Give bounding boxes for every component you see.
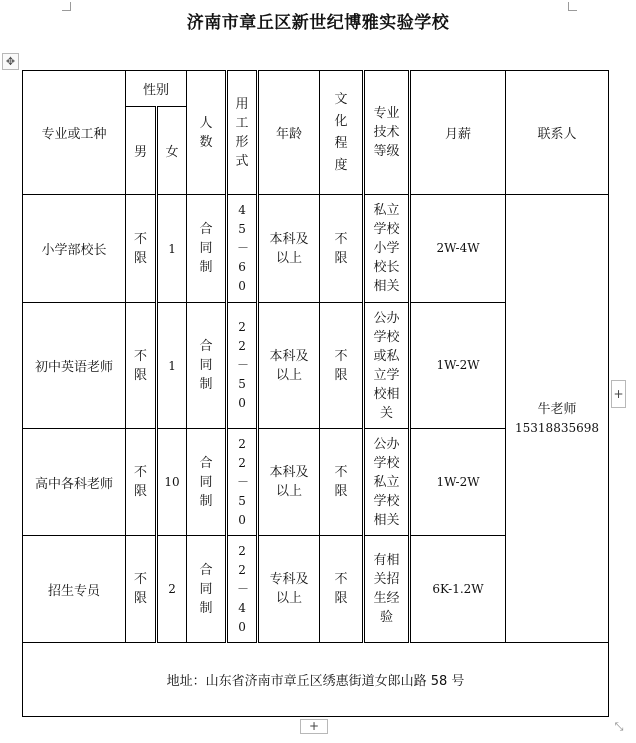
header-count: 人数 bbox=[187, 71, 227, 195]
cell-major: 高中各科老师 bbox=[23, 429, 126, 536]
cell-major: 小学部校长 bbox=[23, 195, 126, 303]
table-move-handle-icon[interactable]: ✥ bbox=[2, 53, 19, 70]
cell-age: 本科及以上 bbox=[258, 195, 320, 303]
table-resize-handle-icon[interactable]: ⤡ bbox=[614, 720, 624, 733]
cell-salary: 1W-2W bbox=[410, 303, 506, 429]
cell-salary: 1W-2W bbox=[410, 429, 506, 536]
header-gender: 性别 bbox=[126, 71, 187, 107]
cell-female: 1 bbox=[157, 303, 187, 429]
address-text: 地址：山东省济南市章丘区绣惠街道女郎山路 58 号 bbox=[166, 674, 465, 689]
header-employment: 用工形式 bbox=[227, 71, 258, 195]
cell-male: 不限 bbox=[126, 429, 157, 536]
cell-skill: 有相关招生经验 bbox=[364, 536, 410, 643]
cell-salary: 6K-1.2W bbox=[410, 536, 506, 643]
header-female: 女 bbox=[157, 107, 187, 195]
cell-male: 不限 bbox=[126, 303, 157, 429]
header-contact: 联系人 bbox=[506, 71, 609, 195]
header-male: 男 bbox=[126, 107, 157, 195]
header-salary: 月薪 bbox=[410, 71, 506, 195]
cell-female: 10 bbox=[157, 429, 187, 536]
table-row bbox=[23, 195, 609, 303]
cell-employment: 22－50 bbox=[227, 303, 258, 429]
cell-male: 不限 bbox=[126, 536, 157, 643]
cell-education: 不限 bbox=[320, 195, 364, 303]
cell-age: 本科及以上 bbox=[258, 303, 320, 429]
add-row-button[interactable]: + bbox=[300, 719, 328, 734]
cell-count: 合同制 bbox=[187, 429, 227, 536]
contact-phone: 15318835698 bbox=[515, 420, 599, 435]
header-skill: 专业技术等级 bbox=[364, 71, 410, 195]
cell-count: 合同制 bbox=[187, 195, 227, 303]
cell-skill: 私立学校小学校长相关 bbox=[364, 195, 410, 303]
cell-employment: 22－40 bbox=[227, 536, 258, 643]
cell-education: 不限 bbox=[320, 303, 364, 429]
cell-major: 招生专员 bbox=[23, 536, 126, 643]
cell-count: 合同制 bbox=[187, 536, 227, 643]
header-age: 年龄 bbox=[258, 71, 320, 195]
cell-female: 1 bbox=[157, 195, 187, 303]
header-education: 文化程度 bbox=[320, 71, 364, 195]
cell-major: 初中英语老师 bbox=[23, 303, 126, 429]
cell-age: 专科及以上 bbox=[258, 536, 320, 643]
contact-cell bbox=[506, 195, 609, 643]
cell-male: 不限 bbox=[126, 195, 157, 303]
header-major: 专业或工种 bbox=[23, 71, 126, 195]
contact-name: 牛老师 bbox=[537, 401, 577, 417]
address-cell bbox=[23, 643, 609, 717]
cell-skill: 公办学校或私立学校相关 bbox=[364, 303, 410, 429]
cell-age: 本科及以上 bbox=[258, 429, 320, 536]
add-column-button[interactable]: + bbox=[611, 380, 626, 408]
cell-education: 不限 bbox=[320, 429, 364, 536]
cell-salary: 2W-4W bbox=[410, 195, 506, 303]
cell-female: 2 bbox=[157, 536, 187, 643]
cell-skill: 公办学校私立学校相关 bbox=[364, 429, 410, 536]
recruitment-table bbox=[22, 70, 609, 717]
document-title: 济南市章丘区新世纪博雅实验学校 bbox=[186, 13, 450, 33]
cell-employment: 22－50 bbox=[227, 429, 258, 536]
cell-count: 合同制 bbox=[187, 303, 227, 429]
cell-employment: 45－60 bbox=[227, 195, 258, 303]
cell-education: 不限 bbox=[320, 536, 364, 643]
